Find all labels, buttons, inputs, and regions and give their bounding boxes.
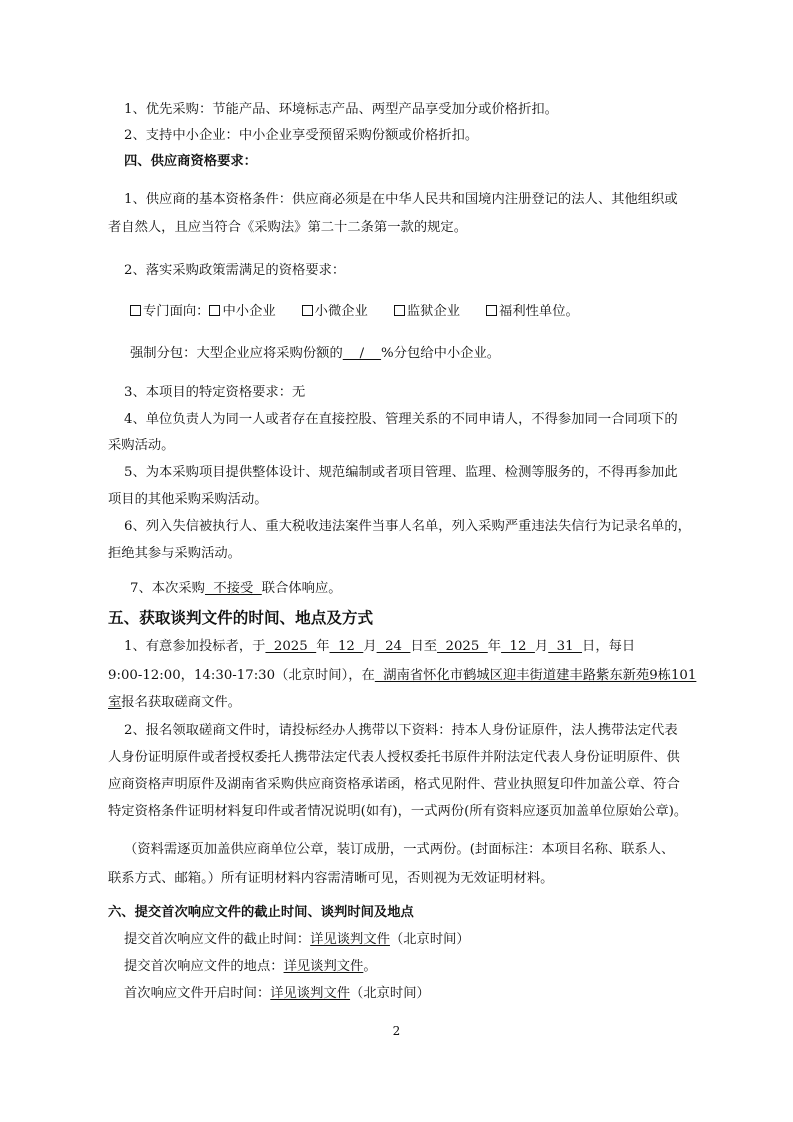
- registration-intro: 1、有意参加投标者，于: [124, 639, 266, 654]
- specific-requirement: 3、本项目的特定资格要求：无: [124, 385, 306, 400]
- policy-requirement-heading: 2、落实采购政策需满足的资格要求：: [124, 263, 346, 278]
- deadline-timezone: （北京时间）: [389, 932, 470, 947]
- page-number: 2: [392, 1024, 401, 1038]
- consortium-value: 不接受: [204, 581, 262, 596]
- targeted-options-row: [130, 303, 579, 321]
- materials-line-1: 2、报名领取磋商文件时，请投标经办人携带以下资料：持本人身份证原件，法人携带法定代表: [124, 723, 678, 738]
- opening-label: 首次响应文件开启时间：: [124, 986, 271, 1001]
- option-sme: 中小企业: [222, 304, 276, 319]
- item-5-line-1: 5、为本采购项目提供整体设计、规范编制或者项目管理、监理、检测等服务的，不得再参加此: [124, 465, 678, 480]
- section-5-title: 五、获取谈判文件的时间、地点及方式: [108, 609, 374, 627]
- registration-address: 湖南省怀化市鹤城区迎丰街道建丰路紫东新苑9栋101: [374, 668, 697, 683]
- item-4-line-1: 4、单位负责人为同一人或者存在直接控股、管理关系的不同申请人，不得参加同一合同项下的: [124, 412, 678, 427]
- deadline-value: 详见谈判文件: [310, 932, 390, 947]
- materials-line-4: 特定资格条件证明材料复印件或者情况说明(如有)，一式两份(所有资料应逐页加盖单位原始公章)。: [108, 804, 688, 819]
- to-label: 日至: [410, 639, 438, 654]
- item-5-line-2: 项目的其他采购采购活动。: [108, 492, 268, 507]
- checkbox-sme[interactable]: [209, 305, 220, 316]
- place-value: 详见谈判文件: [283, 959, 364, 974]
- forced-subcontract-label: 强制分包：大型企业应将采购份额的: [130, 346, 343, 361]
- end-day: 31: [548, 639, 583, 654]
- policy-item-1: 1、优先采购：节能产品、环境标志产品、两型产品享受加分或价格折扣。: [124, 102, 558, 117]
- policy-item-2: 2、支持中小企业：中小企业享受预留采购份额或价格折扣。: [124, 128, 479, 143]
- year-label: 年: [316, 639, 330, 654]
- end-month: 12: [501, 639, 535, 654]
- checkbox-prefix-label: 专门面向：: [143, 304, 210, 319]
- registration-end-text: 报名获取磋商文件。: [121, 695, 241, 710]
- registration-period-line: [124, 638, 635, 656]
- registration-address-end: [108, 694, 241, 712]
- month-label: 月: [363, 639, 377, 654]
- checkbox-targeted[interactable]: [130, 305, 141, 316]
- day-label: 日，每日: [582, 639, 636, 654]
- deadline-label: 提交首次响应文件的截止时间：: [124, 932, 311, 947]
- end-year: 2025: [437, 639, 488, 654]
- month-label: 月: [534, 639, 549, 654]
- item-7-line: [130, 580, 342, 598]
- checkbox-prison[interactable]: [394, 305, 405, 316]
- item-7-suffix: 联合体响应。: [261, 581, 342, 596]
- forced-subcontract-blank: /: [342, 346, 382, 361]
- basic-qualification-line-2: 者自然人，且应当符合《采购法》第二十二条第一款的规定。: [108, 220, 468, 235]
- start-year: 2025: [265, 639, 317, 654]
- place-label: 提交首次响应文件的地点：: [124, 959, 284, 974]
- basic-qualification-line-1: 1、供应商的基本资格条件：供应商必须是在中华人民共和国境内注册登记的法人、其他组织或: [124, 192, 678, 207]
- deadline-line: [124, 931, 470, 949]
- section-6-title: 六、提交首次响应文件的截止时间、谈判时间及地点: [108, 905, 414, 920]
- forced-subcontract-suffix: %分包给中小企业。: [381, 346, 501, 361]
- registration-hours: 9:00-12:00，14:30-17:30（北京时间），在: [108, 668, 375, 683]
- materials-line-3: 应商资格声明原件及湖南省采购供应商资格承诺函，格式见附件、营业执照复印件加盖公章、符合: [108, 777, 680, 792]
- option-prison: 监狱企业: [406, 304, 461, 319]
- checkbox-micro[interactable]: [302, 305, 313, 316]
- item-6-line-1: 6、列入失信被执行人、重大税收违法案件当事人名单，列入采购严重违法失信行为记录名单的，: [124, 519, 691, 534]
- item-7-label: 7、本次采购: [130, 581, 205, 596]
- start-day: 24: [376, 639, 411, 654]
- item-4-line-2: 采购活动。: [108, 438, 175, 453]
- option-welfare: 福利性单位。: [499, 304, 579, 319]
- note-line-2: 联系方式、邮箱。）所有证明材料内容需清晰可见，否则视为无效证明材料。: [108, 871, 554, 886]
- opening-value: 详见谈判文件: [270, 986, 351, 1001]
- section-4-title: 四、供应商资格要求：: [124, 154, 257, 169]
- start-month: 12: [329, 639, 364, 654]
- year-label: 年: [487, 639, 502, 654]
- note-line-1: （资料需逐页加盖供应商单位公章，装订成册，一式两份。(封面标注：本项目名称、联系人、: [124, 842, 675, 857]
- registration-address-room: 室: [108, 695, 122, 710]
- place-end: 。: [363, 959, 377, 974]
- option-micro: 小微企业: [314, 304, 368, 319]
- materials-line-2: 人身份证明原件或者授权委托人携带法定代表人授权委托书原件并附法定代表人身份证明原件、供: [108, 750, 680, 765]
- opening-line: [124, 985, 430, 1003]
- registration-time-line: [108, 667, 696, 685]
- place-line: [124, 958, 377, 976]
- forced-subcontract-line: [130, 345, 500, 363]
- opening-timezone: （北京时间）: [350, 986, 430, 1001]
- checkbox-welfare[interactable]: [486, 305, 497, 316]
- item-6-line-2: 拒绝其参与采购活动。: [108, 546, 241, 561]
